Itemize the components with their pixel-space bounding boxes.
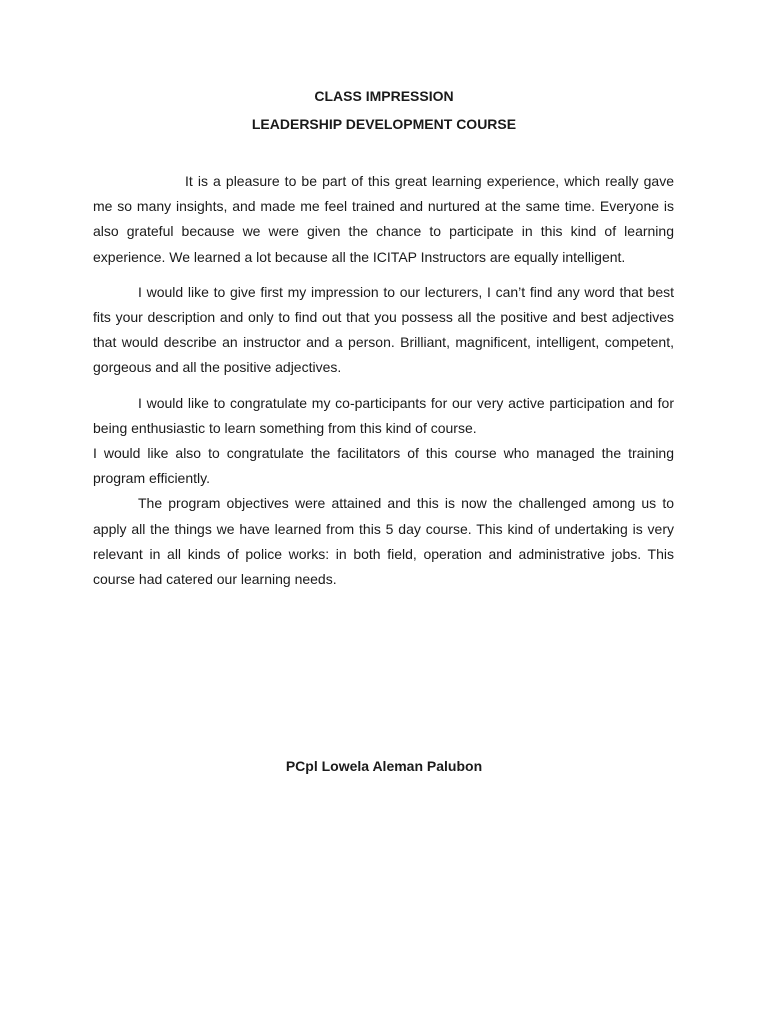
paragraph-3: I would like to congratulate my co-participants for our very active participation and for being enthusiastic to learn something from this kind of course.	[93, 394, 674, 436]
paragraph-1: It is a pleasure to be part of this great learning experience, which really gave me so many insights, and made me feel trained and nurtured at the same time. Everyone is also grateful because we were given the chance to participate in this kind of learning experience. We learned a lot because all the ICITAP Instructors are equally intelligent.	[93, 173, 674, 265]
paragraph-2: I would like to give first my impression to our lecturers, I can’t find any word that best fits your description and only to find out that you possess all the positive and best adjectives that would describe an instructor and a person. Brilliant, magnificent, intelligent, competent, gorgeous and all the positive adjectives.	[93, 283, 674, 376]
paragraph-4: I would like also to congratulate the facilitators of this course who managed the training program efficiently.	[93, 445, 674, 487]
document-title: CLASS IMPRESSION	[314, 88, 454, 104]
document-body	[93, 169, 674, 592]
signature-name: PCpl Lowela Aleman Palubon	[285, 758, 483, 774]
document-subtitle: LEADERSHIP DEVELOPMENT COURSE	[251, 116, 517, 132]
paragraph-5: The program objectives were attained and this is now the challenged among us to apply all the things we have learned from this 5 day course. This kind of undertaking is very relevant in all kinds of police works: in both field, operation and administrative jobs. This course had catered our learning needs.	[93, 495, 674, 588]
